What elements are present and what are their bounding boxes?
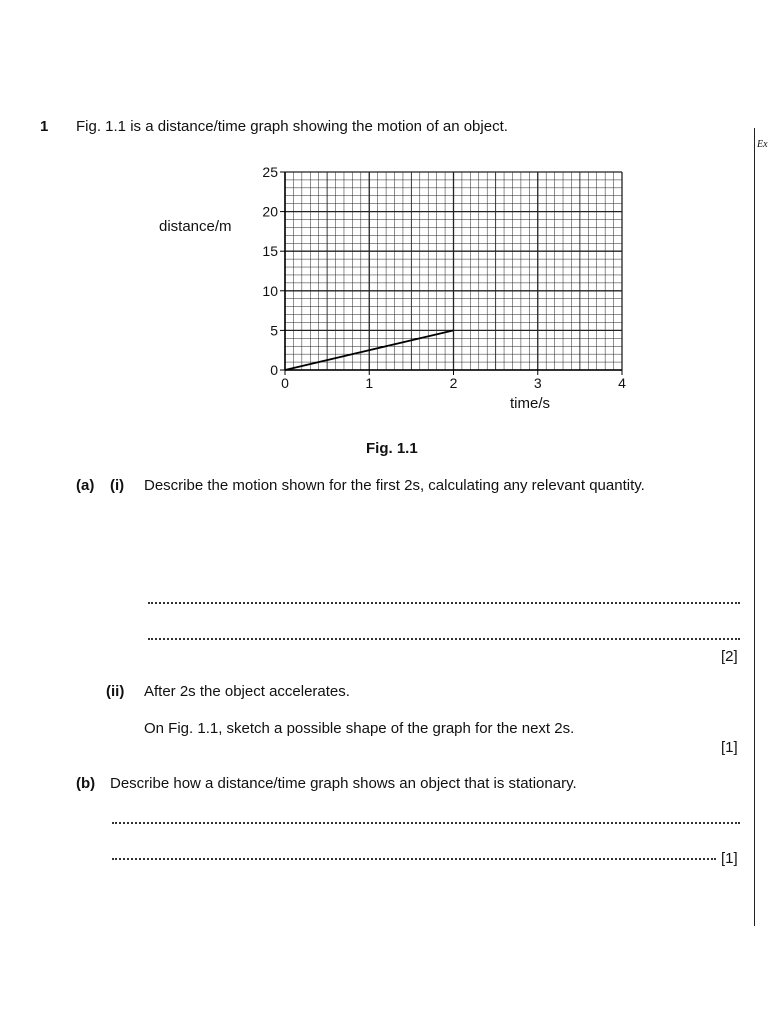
y-tick-label: 25 xyxy=(262,164,278,180)
x-axis-label: time/s xyxy=(510,395,551,412)
x-tick-label: 2 xyxy=(449,375,458,391)
marks-indicator: [1] xyxy=(721,739,738,756)
figure-caption: Fig. 1.1 xyxy=(366,440,418,457)
part-a-label: (a) xyxy=(76,477,95,494)
part-b-label: (b) xyxy=(76,775,96,792)
y-tick-label: 5 xyxy=(270,322,278,339)
part-a-ii-label: (ii) xyxy=(106,683,125,700)
y-tick-label: 0 xyxy=(270,362,278,378)
marks-indicator: [2] xyxy=(721,648,738,665)
part-a-i-label: (i) xyxy=(110,477,125,494)
answer-line[interactable] xyxy=(148,602,740,604)
x-tick-label: 3 xyxy=(533,375,542,391)
y-tick-label: 20 xyxy=(262,203,278,220)
x-tick-label: 4 xyxy=(618,375,626,391)
question-intro: Fig. 1.1 is a distance/time graph showing the motion of an object. xyxy=(76,118,508,135)
x-tick-label: 1 xyxy=(365,375,374,391)
part-b-question: Describe how a distance/time graph shows an object that is stationary. xyxy=(110,775,577,792)
distance-time-chart xyxy=(0,0,768,440)
examiner-margin-label: Ex xyxy=(757,139,768,150)
answer-line[interactable] xyxy=(112,822,740,824)
part-a-ii-statement: After 2s the object accelerates. xyxy=(144,683,350,700)
question-number: 1 xyxy=(40,118,49,135)
y-tick-label: 10 xyxy=(262,282,278,299)
y-axis-label: distance/m xyxy=(159,218,232,235)
x-tick-label: 0 xyxy=(281,375,289,391)
part-a-i-question: Describe the motion shown for the first 2s, calculating any relevant quantity. xyxy=(144,477,645,494)
answer-line[interactable] xyxy=(112,858,716,860)
part-a-ii-instruction: On Fig. 1.1, sketch a possible shape of the graph for the next 2s. xyxy=(144,720,575,737)
marks-indicator: [1] xyxy=(721,850,738,867)
answer-line[interactable] xyxy=(148,638,740,640)
y-tick-label: 15 xyxy=(262,243,278,260)
